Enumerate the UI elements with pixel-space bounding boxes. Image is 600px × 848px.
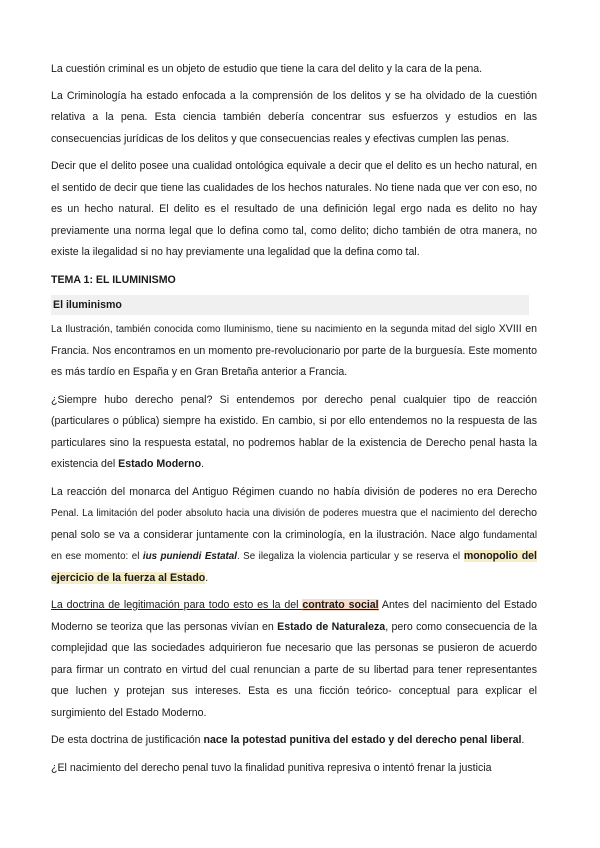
ilustracion-line1: La Ilustración, también conocida como Iluminismo, tiene su nacimiento en la segunda mitad del siglo — [51, 324, 496, 335]
paragraph-nacimiento-derecho-penal: ¿El nacimiento del derecho penal tuvo la finalidad punitiva represiva o intentó frenar la justicia — [51, 761, 492, 774]
paragraph-doctrina-legitimacion — [51, 595, 537, 724]
paragraph-derecho-penal — [51, 390, 537, 476]
derecho-penal-text: ¿Siempre hubo derecho penal? Si entendemos por derecho penal cualquier tipo de reacción (particulares o pública) siempre ha existido. En cambio, si por ello entendemos no la respuesta de las particulares sino la respuesta estatal, no podremos hablar de la existencia de Derecho penal hasta la existencia del — [51, 393, 537, 470]
ius-puniendi-italic: ius puniendi Estatal — [142, 551, 237, 562]
potestad-punitiva-bold: nace la potestad punitiva del estado y del derecho penal liberal — [203, 734, 522, 746]
justificacion-text: De esta doctrina de justificación — [51, 734, 204, 746]
doctrina-text1: Antes del nacimiento del Estado Moderno se teoriza que las personas vivían en — [51, 599, 537, 633]
tema-heading: TEMA 1: EL ILUMINISMO — [51, 273, 176, 286]
paragraph-delito-ontologico: Decir que el delito posee una cualidad ontológica equivale a decir que el delito es un hecho natural, en el sentido de decir que tiene las cualidades de los hechos naturales. No tiene nada que ver con eso, no es un hecho natural. El delito es el resultado de una definición legal ergo nada es delito no hay previamente una norma legal que lo defina como tal, como delito; dicho también de otra manera, no existe la ilegalidad si no hay previamente una legalidad que la defina como tal. — [51, 160, 537, 258]
reaccion-line3: derecho penal solo se va a considerar juntamente con la criminología, en la ilustración. Nace algo — [51, 507, 537, 541]
paragraph-ilustracion — [51, 319, 537, 384]
ilustracion-rest: XVIII en Francia. Nos encontramos en un momento pre-revolucionario por parte de la burguesía. Este momento es más tardío en España y en Gran Bretaña anterior a Francia. — [51, 323, 537, 378]
estado-naturaleza-bold: Estado de Naturaleza — [277, 620, 386, 633]
paragraph-justificacion — [51, 730, 537, 752]
reaccion-end: . — [205, 571, 209, 584]
derecho-penal-end: . — [201, 458, 205, 470]
doctrina-text2: , pero como consecuencia de la complejidad que las sociedades adquirieron fue necesario que las personas se pusieron de acuerdo para firmar un contrato en virtud del cual renuncian a parte de su libertad para tener representantes que luchen y protejan sus intereses. Esta es una ficción teórico- conceptual para explicar el surgimiento del Estado Moderno. — [51, 620, 537, 719]
paragraph-reaccion-monarca — [51, 482, 537, 590]
estado-moderno-bold: Estado Moderno — [118, 458, 202, 470]
monopolio-highlight: monopolio del ejercicio de la fuerza al Estado — [51, 550, 537, 584]
reaccion-line4a: fundamental en ese momento: el — [51, 529, 537, 562]
reaccion-line4b: . Se ilegaliza la violencia particular y se reserva el — [236, 551, 461, 562]
reaccion-line2: Penal. La limitación del poder absoluto hacia una división de poderes muestra que el nacimiento del — [51, 508, 496, 519]
contrato-social-highlight: contrato social — [302, 599, 379, 611]
reaccion-line1: La reacción del monarca del Antiguo Régimen cuando no había división de poderes no era Derecho — [51, 485, 537, 498]
paragraph-criminologia: La Criminología ha estado enfocada a la comprensión de los delitos y se ha olvidado de la cuestión relativa a la pena. Esta ciencia también debería concentrar sus esfuerzos y estudios en las consecuencias jurídicas de los delitos y que consecuencias reales y efectivas cumplen las penas. — [51, 89, 537, 145]
justificacion-end: . — [521, 734, 525, 746]
doctrina-underlined: La doctrina de legitimación para todo esto es la del — [51, 599, 303, 611]
paragraph-cuestion-criminal: La cuestión criminal es un objeto de estudio que tiene la cara del delito y la cara de la pena. — [51, 63, 483, 75]
document-body — [51, 59, 537, 779]
section-heading-iluminismo: El iluminismo — [51, 295, 529, 315]
